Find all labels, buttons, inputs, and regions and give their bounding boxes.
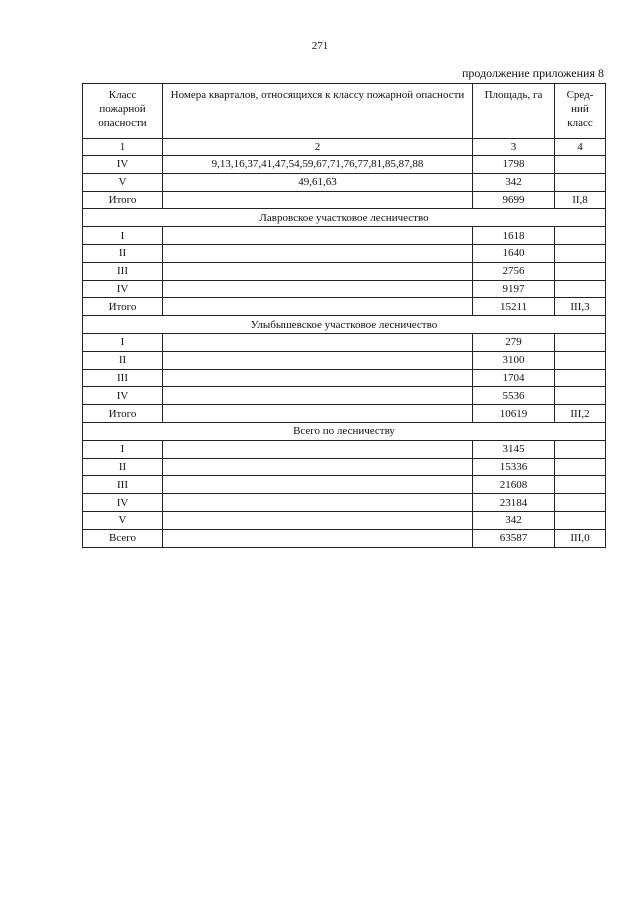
table-row: [83, 227, 606, 245]
header-quarter-numbers: Номера кварталов, относящихся к классу пожарной опасности: [163, 84, 473, 139]
cell-area: 10619: [473, 405, 555, 423]
cell-area: 342: [473, 173, 555, 191]
cell-area: 5536: [473, 387, 555, 405]
cell-average-class: [555, 494, 606, 512]
cell-hazard-class: II: [83, 458, 163, 476]
cell-quarter-numbers: 49,61,63: [163, 173, 473, 191]
cell-average-class: [555, 173, 606, 191]
table-row: [83, 387, 606, 405]
cell-area: 342: [473, 511, 555, 529]
cell-average-class: [555, 262, 606, 280]
cell-area: 15211: [473, 298, 555, 316]
continuation-title: продолжение приложения 8: [462, 66, 604, 80]
cell-quarter-numbers: [163, 476, 473, 494]
cell-average-class: [555, 511, 606, 529]
table-row: [83, 494, 606, 512]
cell-hazard-class: I: [83, 227, 163, 245]
cell-quarter-numbers: [163, 262, 473, 280]
cell-hazard-class: Итого: [83, 191, 163, 209]
cell-hazard-class: IV: [83, 280, 163, 298]
table-row: [83, 173, 606, 191]
table-body: [83, 156, 606, 548]
cell-average-class: [555, 387, 606, 405]
cell-hazard-class: II: [83, 244, 163, 262]
cell-area: 21608: [473, 476, 555, 494]
cell-hazard-class: V: [83, 173, 163, 191]
header-hazard-class: Класс пожарной опасности: [83, 84, 163, 139]
cell-quarter-numbers: 9,13,16,37,41,47,54,59,67,71,76,77,81,85,87,88: [163, 156, 473, 174]
table-row: [83, 369, 606, 387]
table-row: [83, 262, 606, 280]
header-average-class: Сред-ний класс: [555, 84, 606, 139]
table-row: [83, 440, 606, 458]
cell-quarter-numbers: [163, 440, 473, 458]
cell-quarter-numbers: [163, 298, 473, 316]
cell-quarter-numbers: [163, 351, 473, 369]
cell-quarter-numbers: [163, 405, 473, 423]
table-header-row: [83, 84, 606, 139]
cell-area: 9197: [473, 280, 555, 298]
cell-average-class: [555, 458, 606, 476]
table-row: [83, 458, 606, 476]
header-area: Площадь, га: [473, 84, 555, 139]
cell-average-class: [555, 351, 606, 369]
column-number-row: [83, 139, 606, 156]
table-row: [83, 333, 606, 351]
column-number: 1: [83, 139, 163, 156]
table-row: [83, 405, 606, 423]
cell-area: 15336: [473, 458, 555, 476]
cell-average-class: [555, 156, 606, 174]
section-title: Улыбышевское участковое лесничество: [83, 316, 606, 334]
cell-average-class: II,8: [555, 191, 606, 209]
cell-hazard-class: III: [83, 369, 163, 387]
cell-quarter-numbers: [163, 387, 473, 405]
cell-average-class: [555, 280, 606, 298]
cell-average-class: III,3: [555, 298, 606, 316]
cell-area: 2756: [473, 262, 555, 280]
column-number: 2: [163, 139, 473, 156]
cell-average-class: III,2: [555, 405, 606, 423]
cell-area: 63587: [473, 529, 555, 547]
cell-quarter-numbers: [163, 458, 473, 476]
cell-quarter-numbers: [163, 529, 473, 547]
cell-average-class: [555, 440, 606, 458]
cell-hazard-class: Итого: [83, 298, 163, 316]
section-header-row: [83, 422, 606, 440]
cell-quarter-numbers: [163, 369, 473, 387]
cell-average-class: [555, 227, 606, 245]
cell-hazard-class: Итого: [83, 405, 163, 423]
table-row: [83, 511, 606, 529]
cell-hazard-class: V: [83, 511, 163, 529]
section-title: Всего по лесничеству: [83, 422, 606, 440]
table-row: [83, 351, 606, 369]
cell-hazard-class: I: [83, 440, 163, 458]
cell-quarter-numbers: [163, 494, 473, 512]
cell-hazard-class: IV: [83, 156, 163, 174]
column-number: 3: [473, 139, 555, 156]
cell-average-class: [555, 244, 606, 262]
cell-quarter-numbers: [163, 244, 473, 262]
cell-average-class: [555, 476, 606, 494]
cell-hazard-class: III: [83, 262, 163, 280]
cell-area: 1618: [473, 227, 555, 245]
section-header-row: [83, 209, 606, 227]
cell-area: 1798: [473, 156, 555, 174]
fire-hazard-table: [82, 83, 606, 548]
cell-area: 3145: [473, 440, 555, 458]
cell-hazard-class: Всего: [83, 529, 163, 547]
section-title: Лавровское участковое лесничество: [83, 209, 606, 227]
cell-area: 1640: [473, 244, 555, 262]
cell-hazard-class: III: [83, 476, 163, 494]
cell-quarter-numbers: [163, 333, 473, 351]
cell-quarter-numbers: [163, 511, 473, 529]
section-header-row: [83, 316, 606, 334]
table-row: [83, 280, 606, 298]
cell-hazard-class: IV: [83, 387, 163, 405]
page-number: 271: [311, 40, 329, 52]
table-row: [83, 298, 606, 316]
cell-area: 23184: [473, 494, 555, 512]
column-number: 4: [555, 139, 606, 156]
table-row: [83, 244, 606, 262]
table-row: [83, 156, 606, 174]
cell-average-class: III,0: [555, 529, 606, 547]
table-row: [83, 529, 606, 547]
cell-area: 279: [473, 333, 555, 351]
cell-area: 3100: [473, 351, 555, 369]
cell-area: 9699: [473, 191, 555, 209]
cell-quarter-numbers: [163, 191, 473, 209]
cell-hazard-class: I: [83, 333, 163, 351]
cell-quarter-numbers: [163, 227, 473, 245]
table-row: [83, 476, 606, 494]
cell-average-class: [555, 369, 606, 387]
table-row: [83, 191, 606, 209]
cell-area: 1704: [473, 369, 555, 387]
cell-quarter-numbers: [163, 280, 473, 298]
cell-hazard-class: II: [83, 351, 163, 369]
cell-hazard-class: IV: [83, 494, 163, 512]
cell-average-class: [555, 333, 606, 351]
